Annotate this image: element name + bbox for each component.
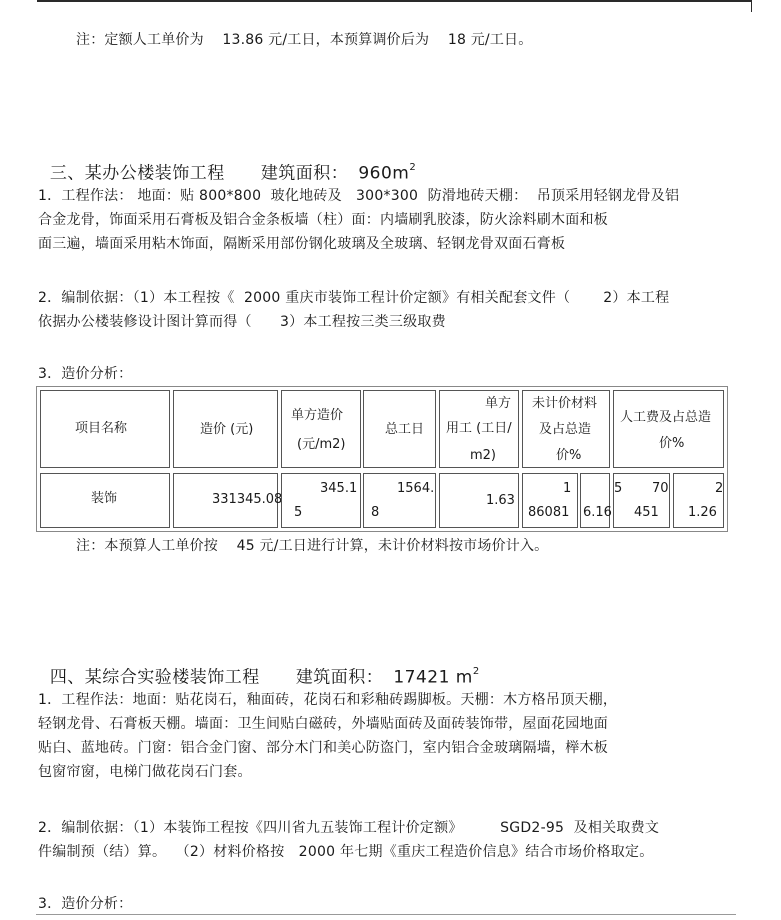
td-total-days bbox=[363, 473, 436, 528]
cell-text: 2 bbox=[715, 481, 724, 496]
section-3-item-1 bbox=[38, 184, 728, 256]
td-material-amount bbox=[522, 473, 578, 528]
text-line: 件编制预（结）算。 （2）材料价格按 2000 年七期《重庆工程造价信息》结合市场价格取定。 bbox=[38, 844, 654, 860]
th-total-days bbox=[363, 390, 436, 468]
th-cost bbox=[173, 390, 278, 468]
section-4-title: 四、某综合实验楼装饰工程 bbox=[49, 667, 260, 688]
section-3-area-value: 960m bbox=[358, 163, 410, 184]
text-line: 1．工程作法：地面：贴花岗石，釉面砖，花岗石和彩釉砖踢脚板。天棚：木方格吊顶天棚， bbox=[38, 692, 618, 708]
section-3-note: 注：本预算人工单价按 45 元/工日进行计算，未计价材料按市场价计入。 bbox=[76, 538, 549, 554]
th-project-name bbox=[40, 390, 170, 468]
td-cost bbox=[173, 473, 283, 528]
cell-text: 345.1 bbox=[320, 481, 358, 496]
text-line: 2．编制依据：（1）本装饰工程按《四川省九五装饰工程计价定额》 SGD2-95 及相关取费文 bbox=[38, 820, 660, 836]
top-rule bbox=[37, 0, 751, 2]
cell-text: 装饰 bbox=[91, 491, 118, 506]
right-rule bbox=[751, 0, 752, 12]
cell-text: 1.26 bbox=[688, 505, 717, 520]
section-3-heading bbox=[38, 128, 416, 188]
header-text: 单方 bbox=[485, 396, 512, 411]
text-line: 轻钢龙骨、石膏板天棚。墙面：卫生间贴白磁砖，外墙贴面砖及面砖装饰带，屋面花园地面 bbox=[38, 716, 608, 732]
header-text: (元/m2) bbox=[297, 437, 346, 452]
section-3-title: 三、某办公楼装饰工程 bbox=[49, 163, 225, 184]
section-4-item-2 bbox=[38, 816, 728, 864]
section-3-area-sup: 2 bbox=[409, 162, 417, 173]
header-text: 价% bbox=[659, 436, 685, 451]
header-text: 单方造价 bbox=[291, 408, 344, 423]
text-line: 面三遍，墙面采用粘木饰面，隔断采用部份钢化玻璃及全玻璃、轻钢龙骨双面石膏板 bbox=[38, 236, 566, 252]
text-line: 依据办公楼装修设计图计算而得（ 3）本工程按三类三级取费 bbox=[38, 314, 446, 330]
td-material-percent bbox=[580, 473, 610, 528]
cell-text: 5 bbox=[614, 481, 623, 496]
section-4-area-label: 建筑面积： bbox=[295, 667, 384, 688]
cell-text: 8 bbox=[371, 505, 380, 520]
text-line: 1．工程作法： 地面：贴 800*800 玻化地砖及 300*300 防滑地砖天棚： 吊顶采用轻钢龙骨及铝 bbox=[38, 188, 680, 204]
section-4-area-value: 17421 m bbox=[393, 667, 473, 688]
cell-text: 5 bbox=[294, 505, 303, 520]
th-labor-fee bbox=[613, 390, 724, 468]
th-unit-cost bbox=[281, 390, 361, 468]
section-4-area-sup: 2 bbox=[472, 666, 480, 677]
header-text: 造价 (元) bbox=[200, 422, 254, 437]
header-text: m2) bbox=[470, 448, 497, 463]
header-text: 人工费及占总造 bbox=[620, 410, 712, 425]
td-labor-fee bbox=[613, 473, 670, 528]
text-line: 贴白、蓝地砖。门窗：铝合金门窗、部分木门和美心防盗门，室内铝合金玻璃隔墙，榉木板 bbox=[38, 740, 608, 756]
text-line: 合金龙骨，饰面采用石膏板及铝合金条板墙（柱）面：内墙刷乳胶漆，防火涂料刷木面和板 bbox=[38, 212, 608, 228]
cell-text: 451 bbox=[634, 505, 659, 520]
bottom-rule bbox=[36, 914, 736, 915]
cell-text: 6.16 bbox=[583, 505, 612, 520]
td-unit-cost bbox=[281, 473, 361, 528]
cost-analysis-table bbox=[36, 386, 728, 532]
td-labor-percent bbox=[673, 473, 724, 528]
section-3-area-label: 建筑面积： bbox=[260, 163, 349, 184]
section-3-item-3: 3．造价分析： bbox=[38, 366, 133, 382]
cell-text: 86081 bbox=[528, 505, 570, 520]
th-unit-labor bbox=[439, 390, 519, 468]
header-text: 总工日 bbox=[385, 422, 425, 437]
cell-text: 331345.08 bbox=[212, 492, 283, 507]
cell-text: 1564. bbox=[397, 481, 435, 496]
cell-text: 70 bbox=[652, 481, 669, 496]
td-project-name bbox=[40, 473, 170, 528]
header-text: 未计价材料 bbox=[532, 396, 598, 411]
section-4-item-3: 3．造价分析： bbox=[38, 896, 133, 912]
cell-text: 1 bbox=[563, 481, 572, 496]
header-text: 价% bbox=[556, 448, 582, 463]
header-text: 用工 (工日/ bbox=[446, 421, 512, 436]
td-unit-labor bbox=[439, 473, 519, 528]
section-3-item-2 bbox=[38, 286, 728, 334]
th-unpriced-material bbox=[522, 390, 610, 468]
header-text: 及占总造 bbox=[539, 422, 592, 437]
section-4-heading bbox=[38, 632, 480, 692]
header-text: 项目名称 bbox=[75, 421, 128, 436]
note-labor-price: 注：定额人工单价为 13.86 元/工日，本预算调价后为 18 元/工日。 bbox=[76, 32, 533, 48]
cell-text: 1.63 bbox=[486, 493, 515, 508]
section-4-item-1 bbox=[38, 688, 728, 784]
text-line: 包窗帘窗，电梯门做花岗石门套。 bbox=[38, 764, 252, 780]
text-line: 2．编制依据：（1）本工程按《 2000 重庆市装饰工程计价定额》有相关配套文件（ 2）本工程 bbox=[38, 290, 670, 306]
